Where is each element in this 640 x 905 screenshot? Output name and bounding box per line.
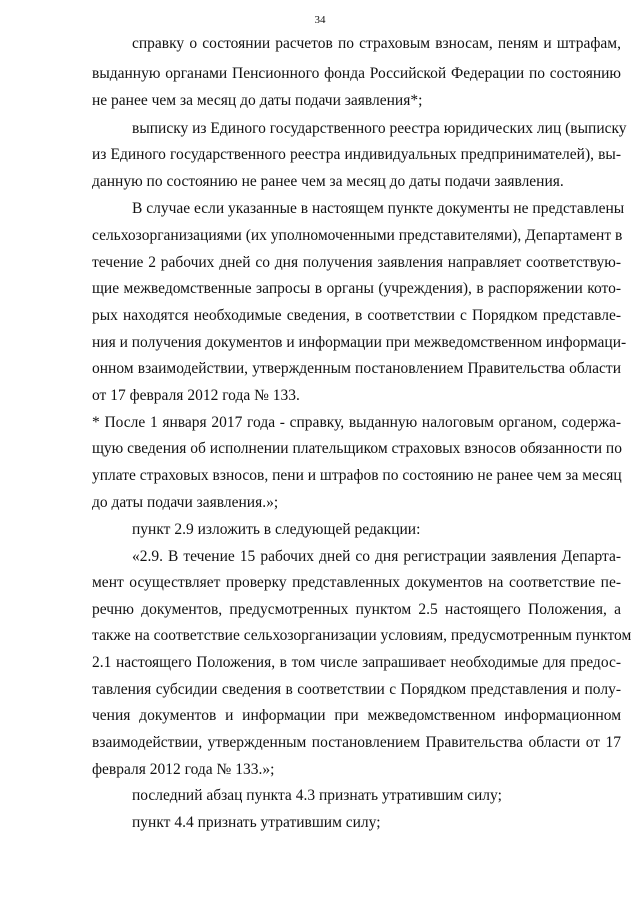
- text-line: не ранее чем за месяц до даты подачи заявления*;: [92, 92, 423, 109]
- text-line: пункт 4.4 признать утратившим силу;: [132, 814, 381, 831]
- footnote-line: до даты подачи заявления.»;: [92, 494, 279, 511]
- text-line: пункт 2.9 изложить в следующей редакции:: [132, 521, 421, 538]
- text-line: «2.9. В течение 15 рабочих дней со дня регистрации заявления Департа-: [132, 548, 621, 565]
- text-line: тавления субсидии сведения в соответствии с Порядком представления и полу-: [92, 681, 621, 698]
- text-line: февраля 2012 года № 133.»;: [92, 761, 275, 778]
- text-line: рых находятся необходимые сведения, в соответствии с Порядком представле-: [92, 307, 621, 324]
- text-line: щие межведомственные запросы в органы (учреждения), в распоряжении кото-: [92, 280, 621, 297]
- text-line: ния и получения документов и информации при межведомственном информаци-: [92, 334, 627, 351]
- text-line: от 17 февраля 2012 года № 133.: [92, 387, 300, 404]
- footnote-line: щую сведения об исполнении плательщиком страховых взносов обязанности по: [92, 440, 622, 457]
- text-line: чения документов и информации при межведомственном информационном: [92, 707, 621, 724]
- text-line: В случае если указанные в настоящем пункте документы не представлены: [132, 200, 625, 217]
- text-line: выписку из Единого государственного реестра юридических лиц (выписку: [132, 120, 627, 137]
- text-line: 2.1 настоящего Положения, в том числе запрашивает необходимые для предос-: [92, 654, 621, 671]
- text-line: сельхозорганизациями (их уполномоченными представителями), Департамент в: [92, 227, 623, 244]
- text-line: также на соответствие сельхозорганизации условиям, предусмотренным пунктом: [92, 627, 632, 644]
- text-line: выданную органами Пенсионного фонда Российской Федерации по состоянию: [92, 65, 621, 82]
- footnote-line: * После 1 января 2017 года - справку, выданную налоговым органом, содержа-: [92, 414, 621, 431]
- text-line: взаимодействии, утвержденным постановлением Правительства области от 17: [92, 734, 621, 751]
- text-line: речню документов, предусмотренных пунктом 2.5 настоящего Положения, а: [92, 601, 621, 618]
- text-line: последний абзац пункта 4.3 признать утратившим силу;: [132, 787, 502, 804]
- text-line: данную по состоянию не ранее чем за месяц до даты подачи заявления.: [92, 173, 564, 190]
- text-line: онном взаимодействии, утвержденным постановлением Правительства области: [92, 360, 621, 377]
- text-line: течение 2 рабочих дней со дня получения заявления направляет соответствую-: [92, 254, 621, 271]
- text-line: мент осуществляет проверку представленных документов на соответствие пе-: [92, 574, 621, 591]
- footnote-line: уплате страховых взносов, пени и штрафов по состоянию не ранее чем за месяц: [92, 467, 622, 484]
- text-line: справку о состоянии расчетов по страховым взносам, пеням и штрафам,: [132, 35, 621, 52]
- text-line: из Единого государственного реестра индивидуальных предпринимателей), вы-: [92, 146, 621, 163]
- page-number: 34: [314, 14, 326, 26]
